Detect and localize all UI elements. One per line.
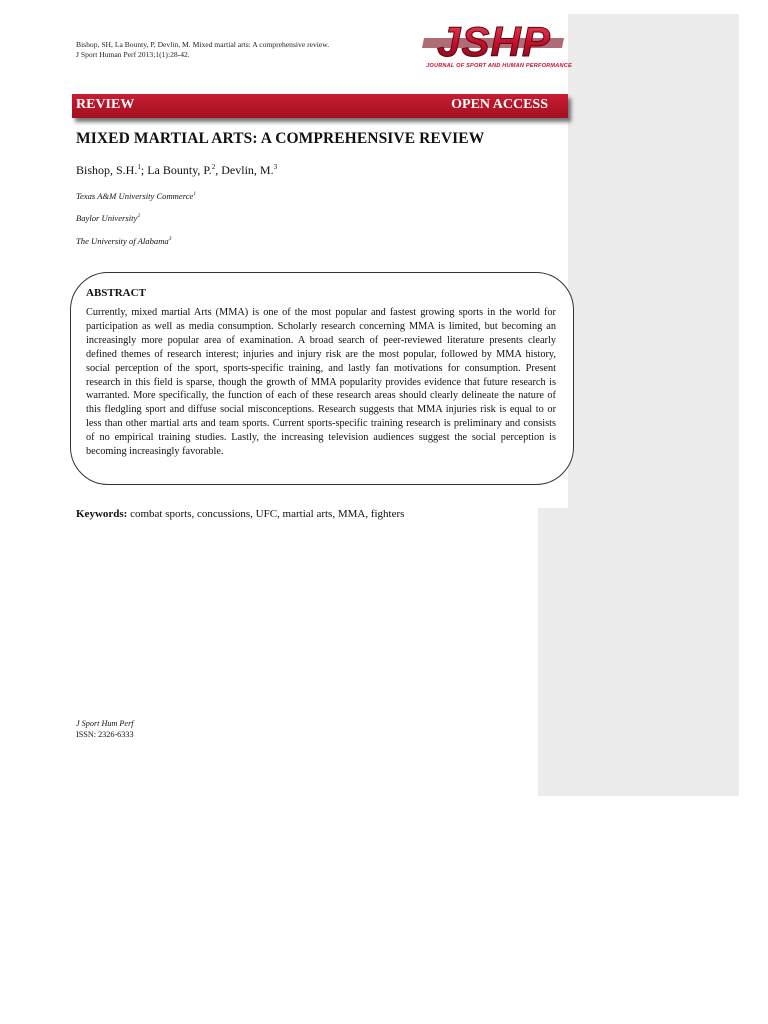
author-name: La Bounty, P.: [147, 163, 212, 177]
author-list: [76, 163, 277, 178]
author-separator: ;: [140, 163, 148, 177]
jshp-logo-graphic: [404, 16, 588, 64]
abstract-heading: ABSTRACT: [86, 287, 146, 299]
citation: [76, 40, 329, 59]
author-separator: ,: [215, 163, 222, 177]
article-type-label: REVIEW: [76, 97, 135, 112]
article-banner: [72, 94, 568, 118]
affiliation-name: Baylor University: [76, 213, 138, 223]
logo-subtitle: JOURNAL OF SPORT AND HUMAN PERFORMANCE: [426, 63, 572, 69]
logo-text: JSHP: [437, 18, 551, 64]
affiliation-marker: 1: [193, 191, 197, 198]
keywords-list: combat sports, concussions, UFC, martial arts, MMA, fighters: [127, 508, 405, 520]
author-name: Devlin, M.: [221, 163, 274, 177]
keywords-label: Keywords:: [76, 508, 128, 520]
affiliation: [76, 191, 196, 201]
open-access-label: OPEN ACCESS: [451, 97, 548, 112]
article-title: MIXED MARTIAL ARTS: A COMPREHENSIVE REVIEW: [76, 130, 485, 147]
affiliation: [76, 236, 171, 246]
sidebar-panel-bottom: [538, 508, 739, 796]
author-name: Bishop, S.H.: [76, 163, 138, 177]
affiliation-marker: 2: [137, 213, 141, 220]
sidebar-panel-top: [568, 14, 739, 508]
citation-line-2: J Sport Human Perf 2013;1(1):28-42.: [76, 49, 190, 59]
abstract-box: [70, 272, 574, 485]
affiliation: [76, 213, 140, 223]
author-affiliation-marker: 3: [273, 163, 278, 171]
author-affiliation-marker: 2: [211, 163, 216, 171]
journal-logo: [404, 16, 588, 76]
affiliation-name: Texas A&M University Commerce: [76, 191, 194, 201]
keywords: [76, 508, 404, 520]
citation-line-1: Bishop, SH, La Bounty, P, Devlin, M. Mixed martial arts: A comprehensive review.: [76, 40, 330, 49]
abstract-text: Currently, mixed martial Arts (MMA) is one of the most popular and fastest growing sports in the world for participation as well as media consumption. Scholarly research concerning MMA is limited, but becoming an increasingly more popular area of examination. A broad search of peer-reviewed literature presents clearly defined themes of research interest; injuries and injury risk are the most popular, followed by MMA history, social perception of the sport, sports-specific training, and lastly fan motivations for consumption. Present research in this field is sparse, though the growth of MMA popularity provides evidence that future research is warranted. More specifically, the function of each of these research areas should clearly delineate the nature of this fledgling sport and diffuse social misconceptions. Research suggests that MMA injuries risk is equal to or less than other martial arts and team sports. Current sports-specific training research is preliminary and consists of no empirical training studies. Lastly, the increasing television audiences suggest the social perception is becoming increasingly favorable.: [86, 307, 556, 458]
author-affiliation-marker: 1: [137, 163, 141, 171]
footer-journal: J Sport Hum Perf: [76, 719, 134, 728]
affiliation-marker: 3: [168, 236, 172, 243]
footer-issn: ISSN: 2326-6333: [76, 730, 134, 739]
affiliation-name: The University of Alabama: [76, 236, 169, 246]
